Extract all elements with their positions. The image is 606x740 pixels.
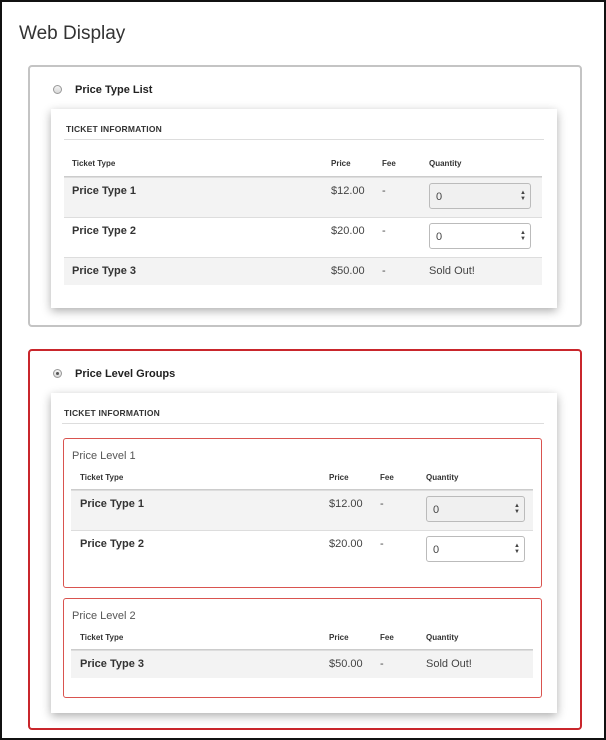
price-type-list-radio[interactable] — [53, 85, 62, 94]
select-arrows-icon: ▲ ▼ — [520, 230, 526, 242]
price-level-title: Price Level 2 — [72, 610, 136, 622]
ticket-type-name: Price Type 1 — [80, 498, 144, 510]
col-head-quantity: Quantity — [426, 633, 459, 642]
ticket-fee: - — [380, 498, 384, 510]
col-head-fee: Fee — [382, 159, 396, 168]
ticket-fee: - — [382, 185, 386, 197]
price-level-groups-option[interactable] — [28, 349, 582, 730]
divider — [62, 423, 544, 424]
ticket-type-name: Price Type 3 — [72, 265, 136, 277]
table-row — [64, 257, 542, 285]
ticket-price: $12.00 — [329, 498, 363, 510]
table-row — [71, 490, 533, 530]
quantity-select[interactable] — [429, 183, 531, 209]
ticket-price: $20.00 — [331, 225, 365, 237]
ticket-information-card — [51, 393, 557, 713]
price-level-groups-label[interactable]: Price Level Groups — [75, 368, 176, 380]
table-row — [64, 217, 542, 257]
col-head-price: Price — [329, 473, 349, 482]
col-head-price: Price — [329, 633, 349, 642]
ticket-price: $50.00 — [331, 265, 365, 277]
ticket-fee: - — [380, 658, 384, 670]
ticket-fee: - — [382, 265, 386, 277]
sold-out-status: Sold Out! — [429, 265, 475, 277]
ticket-price: $20.00 — [329, 538, 363, 550]
card-heading: TICKET INFORMATION — [64, 408, 160, 418]
ticket-type-name: Price Type 1 — [72, 185, 136, 197]
col-head-ticket-type: Ticket Type — [72, 159, 116, 168]
col-head-ticket-type: Ticket Type — [80, 633, 124, 642]
quantity-select[interactable] — [426, 536, 525, 562]
page-title: Web Display — [19, 23, 126, 44]
price-type-list-label[interactable]: Price Type List — [75, 84, 153, 96]
table-row — [64, 177, 542, 217]
ticket-type-name: Price Type 3 — [80, 658, 144, 670]
price-type-list-option[interactable] — [28, 65, 582, 327]
ticket-price: $50.00 — [329, 658, 363, 670]
col-head-quantity: Quantity — [426, 473, 459, 482]
price-level-groups-radio[interactable] — [53, 369, 62, 378]
quantity-value: 0 — [436, 231, 443, 243]
ticket-information-card — [51, 109, 557, 308]
select-arrows-icon: ▲ ▼ — [514, 543, 520, 555]
col-head-quantity: Quantity — [429, 159, 462, 168]
quantity-value: 0 — [436, 191, 443, 203]
price-level-title: Price Level 1 — [72, 450, 136, 462]
table-row — [71, 650, 533, 678]
price-level-group — [63, 598, 542, 698]
col-head-fee: Fee — [380, 633, 394, 642]
col-head-price: Price — [331, 159, 351, 168]
quantity-value: 0 — [433, 544, 440, 556]
quantity-select[interactable] — [426, 496, 525, 522]
ticket-fee: - — [380, 538, 384, 550]
quantity-value: 0 — [433, 504, 440, 516]
ticket-price: $12.00 — [331, 185, 365, 197]
ticket-fee: - — [382, 225, 386, 237]
quantity-select[interactable] — [429, 223, 531, 249]
select-arrows-icon: ▲ ▼ — [520, 190, 526, 202]
ticket-type-name: Price Type 2 — [72, 225, 136, 237]
ticket-type-name: Price Type 2 — [80, 538, 144, 550]
divider — [64, 139, 544, 140]
price-level-group — [63, 438, 542, 588]
card-heading: TICKET INFORMATION — [66, 124, 162, 134]
select-arrows-icon: ▲ ▼ — [514, 503, 520, 515]
col-head-fee: Fee — [380, 473, 394, 482]
sold-out-status: Sold Out! — [426, 658, 472, 670]
table-row — [71, 530, 533, 570]
col-head-ticket-type: Ticket Type — [80, 473, 124, 482]
